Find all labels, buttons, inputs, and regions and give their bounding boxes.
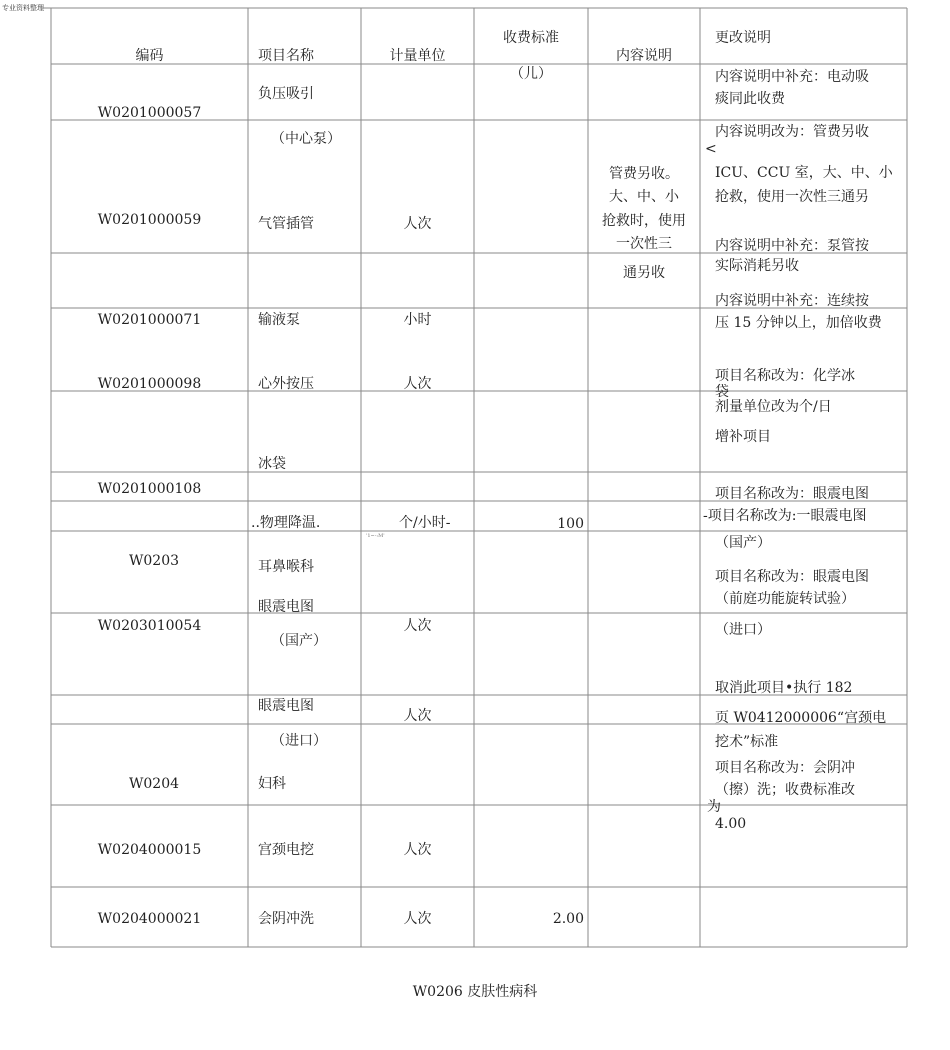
change-cell: 项目名称改为：会阴冲 <box>715 760 855 776</box>
header-name: 项目名称 <box>258 48 314 64</box>
change-cell: -项目名称改为:一眼震电图 <box>703 508 867 524</box>
unit-cell: 小时 <box>403 312 432 328</box>
code-cell: W0204 <box>129 776 180 792</box>
change-cell-clipped: 为 <box>707 799 721 815</box>
name-cell: 心外按压 <box>258 376 314 392</box>
change-cell: 项目名称改为：眼震电图 <box>715 569 869 585</box>
change-cell: 内容说明改为：管费另收 <box>715 124 869 140</box>
change-cell: 4.00 <box>715 816 747 832</box>
change-cell: 挖术”标准 <box>715 734 779 750</box>
name-cell: （进口） <box>271 733 327 749</box>
name-cell: 耳鼻喉科 <box>258 559 314 575</box>
code-cell: W0204000021 <box>97 911 202 927</box>
name-cell: 气管插管 <box>258 216 314 232</box>
change-cell: ICU、CCU 室，大、中、小 <box>715 165 893 181</box>
change-cell: 内容说明中补充：泵管按 <box>715 238 869 254</box>
fee-cell: 100 <box>557 516 584 532</box>
code-cell: W0201000098 <box>97 376 202 392</box>
name-cell: 会阴冲洗 <box>258 911 314 927</box>
code-cell: W0204000015 <box>97 842 202 858</box>
name-cell: 眼震电图 <box>258 599 314 615</box>
unit-cell: 人次 <box>403 216 432 232</box>
fee-cell: 2.00 <box>552 911 584 927</box>
unit-stray-mark: '1~-:M' <box>366 533 385 539</box>
corner-note: 专业资料整理 <box>2 4 44 12</box>
change-cell: （擦）洗；收费标准改 <box>715 782 855 798</box>
unit-cell: 人次 <box>403 842 432 858</box>
code-cell: W0201000057 <box>97 105 202 121</box>
change-cell: 项目名称改为：眼震电图 <box>715 486 869 502</box>
change-cell: 痰同此收费 <box>715 91 785 107</box>
change-cell: 取消此项目•执行 182 <box>715 680 853 696</box>
content-cell: 抢救时，使用 <box>602 213 686 229</box>
header-code: 编码 <box>135 48 164 64</box>
content-cell: 通另收 <box>623 265 665 281</box>
unit-cell: 人次 <box>403 376 432 392</box>
change-cell: 压 15 分钟以上，加倍收费 <box>715 315 882 331</box>
unit-cell: 个/小时- <box>399 515 451 531</box>
code-cell: W0201000071 <box>97 312 202 328</box>
change-cell: 剂量单位改为个/日 <box>715 399 832 415</box>
name-cell: 冰袋 <box>258 456 286 472</box>
header-unit: 计量单位 <box>389 48 446 64</box>
name-cell: 负压吸引 <box>258 86 314 102</box>
content-cell: 大、中、小 <box>609 189 679 205</box>
code-cell: W0203010054 <box>97 618 202 634</box>
code-cell: W0203 <box>129 553 180 569</box>
change-cell: 内容说明中补充：电动吸 <box>715 69 869 85</box>
name-cell: 妇科 <box>258 776 286 792</box>
name-cell: 宫颈电挖 <box>258 842 314 858</box>
change-cell: 抢救，使用一次性三通另 <box>715 189 869 205</box>
change-cell-clipped: 袋 <box>715 384 729 400</box>
change-cell: 内容说明中补充：连续按 <box>715 293 869 309</box>
name-cell: （中心泵） <box>271 131 341 147</box>
change-cell: < <box>705 141 717 157</box>
code-cell: W0201000059 <box>97 212 202 228</box>
change-cell: （前庭功能旋转试验） <box>715 591 855 607</box>
header-fee-unit: （儿） <box>510 66 552 82</box>
change-cell: 页 W0412000006“宫颈电 <box>715 710 887 726</box>
name-cell: （国产） <box>271 633 327 649</box>
change-cell: 增补项目 <box>715 429 771 445</box>
unit-cell: 人次 <box>403 911 432 927</box>
name-cell: 输液泵 <box>258 312 300 328</box>
header-fee-standard: 收费标准 <box>503 30 559 46</box>
change-cell: （国产） <box>715 535 771 551</box>
change-cell: 实际消耗另收 <box>715 258 799 274</box>
content-cell: 一次性三 <box>616 236 672 252</box>
code-cell: W0201000108 <box>97 481 202 497</box>
unit-cell: 人次 <box>403 708 432 724</box>
content-cell: 管费另收。 <box>609 166 679 182</box>
unit-cell: 人次 <box>403 618 432 634</box>
change-cell: （进口） <box>715 622 771 638</box>
section-footer: W0206 皮肤性病科 <box>412 984 538 1000</box>
header-change: 更改说明 <box>715 30 771 46</box>
header-content: 内容说明 <box>616 48 672 64</box>
change-cell: 项目名称改为：化学冰 <box>715 368 855 384</box>
name-cell: ..物理降温. <box>251 515 321 531</box>
name-cell: 眼震电图 <box>258 698 314 714</box>
